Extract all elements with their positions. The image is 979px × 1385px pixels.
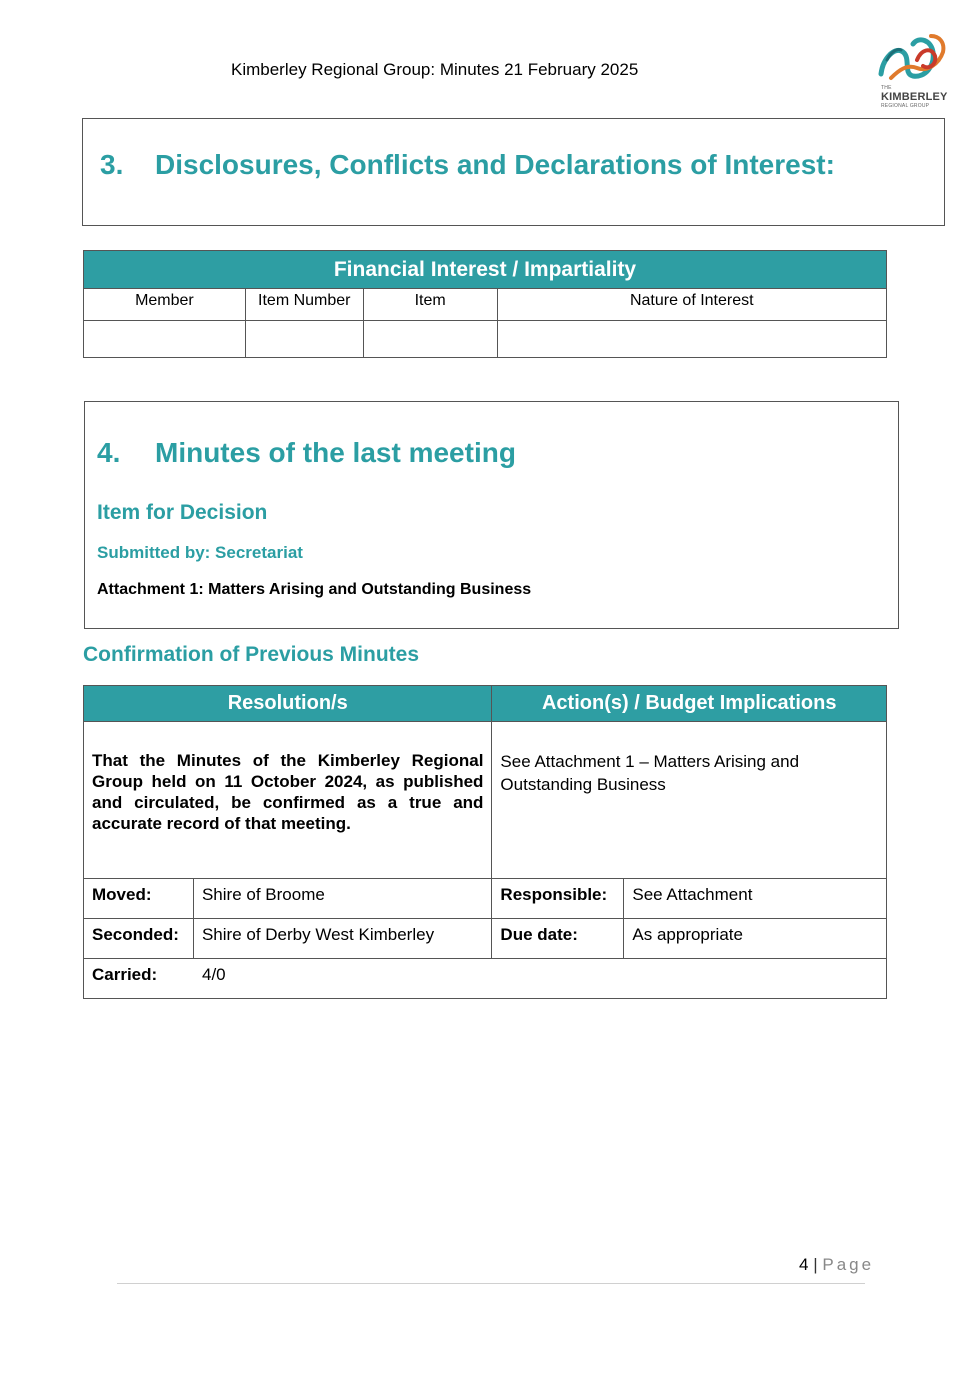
logo-text-the: THE bbox=[881, 85, 892, 91]
resolution-table bbox=[83, 685, 887, 999]
carried-value: 4/0 bbox=[202, 965, 226, 984]
responsible-value: See Attachment bbox=[624, 879, 887, 919]
section-4-box bbox=[84, 401, 899, 629]
logo-text-kimberley: KIMBERLEY bbox=[881, 91, 948, 103]
due-date-label: Due date: bbox=[492, 919, 624, 959]
logo-text-regional-group: REGIONAL GROUP bbox=[881, 103, 930, 109]
page-word: Page bbox=[822, 1255, 875, 1274]
confirmation-heading: Confirmation of Previous Minutes bbox=[83, 643, 420, 666]
section-3-heading bbox=[100, 149, 835, 181]
column-header-actions: Action(s) / Budget Implications bbox=[492, 686, 887, 722]
carried-cell bbox=[84, 959, 887, 999]
moved-label: Moved: bbox=[84, 879, 194, 919]
page-separator: | bbox=[813, 1255, 818, 1274]
footer-rule bbox=[117, 1283, 865, 1284]
empty-cell bbox=[497, 321, 886, 358]
logo-swirl-icon bbox=[873, 30, 949, 86]
due-date-value: As appropriate bbox=[624, 919, 887, 959]
empty-cell bbox=[363, 321, 497, 358]
submitted-by: Submitted by: Secretariat bbox=[97, 543, 303, 562]
section-3-title: Disclosures, Conflicts and Declarations of Interest: bbox=[155, 149, 835, 180]
empty-cell bbox=[245, 321, 363, 358]
resolution-text: That the Minutes of the Kimberley Regional Group held on 11 October 2024, as published and circulated, be confirmed as a true and accurate record of that meeting. bbox=[84, 722, 492, 879]
moved-value: Shire of Broome bbox=[193, 879, 491, 919]
column-header-item: Item bbox=[363, 289, 497, 321]
column-header-item-number: Item Number bbox=[245, 289, 363, 321]
table-row bbox=[84, 321, 887, 358]
empty-cell bbox=[84, 321, 246, 358]
section-4-heading bbox=[97, 437, 516, 469]
column-header-resolutions: Resolution/s bbox=[84, 686, 492, 722]
column-header-nature-of-interest: Nature of Interest bbox=[497, 289, 886, 321]
section-4-title: Minutes of the last meeting bbox=[155, 437, 516, 468]
seconded-value: Shire of Derby West Kimberley bbox=[193, 919, 491, 959]
section-4-number: 4. bbox=[97, 437, 121, 468]
column-header-member: Member bbox=[84, 289, 246, 321]
document-header-title: Kimberley Regional Group: Minutes 21 February 2025 bbox=[231, 60, 639, 79]
attachment-reference: Attachment 1: Matters Arising and Outstanding Business bbox=[97, 581, 532, 598]
carried-label: Carried: bbox=[92, 965, 158, 984]
item-for-decision: Item for Decision bbox=[97, 501, 268, 524]
table-row bbox=[84, 959, 887, 999]
section-3-box bbox=[82, 118, 945, 226]
section-3-number: 3. bbox=[100, 149, 124, 180]
table-row bbox=[84, 879, 887, 919]
kimberley-logo bbox=[873, 30, 949, 110]
page-number-value: 4 bbox=[799, 1255, 809, 1274]
financial-interest-title: Financial Interest / Impartiality bbox=[84, 251, 887, 289]
seconded-label: Seconded: bbox=[84, 919, 194, 959]
table-row bbox=[84, 919, 887, 959]
financial-interest-table bbox=[83, 250, 887, 358]
responsible-label: Responsible: bbox=[492, 879, 624, 919]
action-text: See Attachment 1 – Matters Arising and Outstanding Business bbox=[492, 722, 887, 879]
page-number bbox=[799, 1255, 874, 1275]
